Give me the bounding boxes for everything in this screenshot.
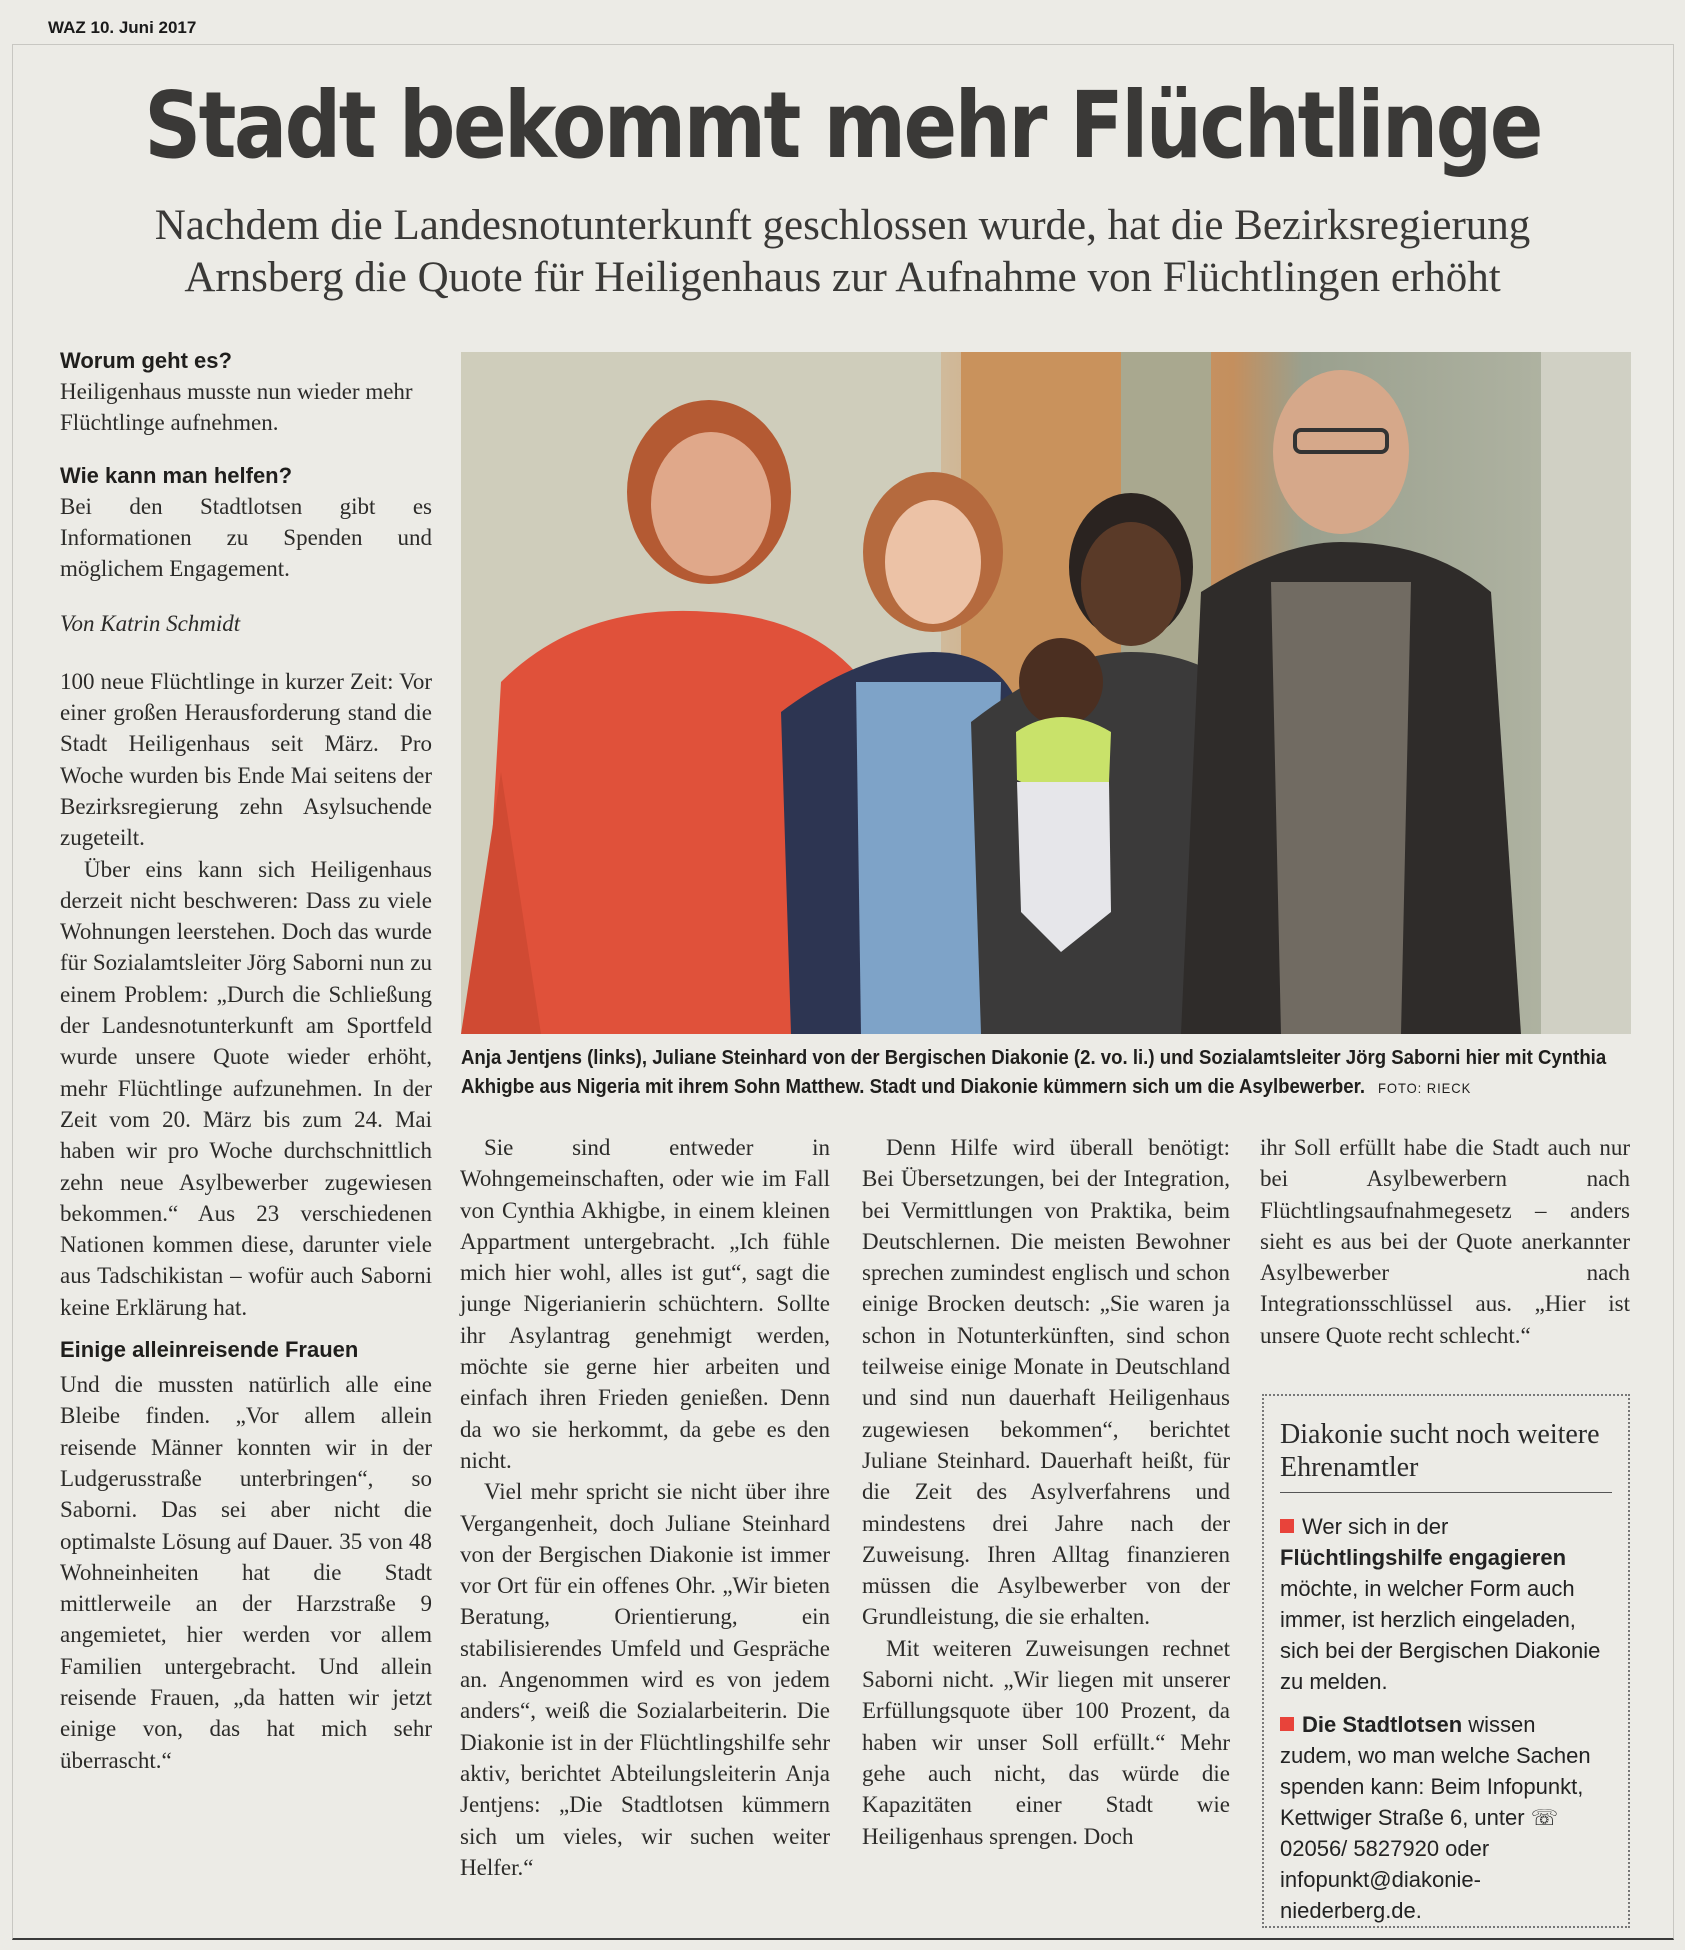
info-box	[1262, 1394, 1630, 1928]
red-square-bullet-icon	[1280, 1717, 1294, 1731]
subhead-line-2: Arnsberg die Quote für Heiligenhaus zur Aufnahme von Flüchtlingen erhöht	[184, 254, 1501, 301]
lead-answer-2: Bei den Stadtlotsen gibt es Informationen zu Spenden und möglichem Engagement.	[60, 493, 432, 582]
col2-paragraph-1: Sie sind entweder in Wohngemeinschaften, oder wie im Fall von Cynthia Akhigbe, in einem kleinen Appartment untergebracht. „Ich fühle mich hier wohl, alles ist gut“, sagt die junge Nigerianierin schüchtern. Sollte ihr Asylantrag genehmigt werden, möchte sie gerne hier arbeiten und einfach ihren Frieden genießen. Denn da wo sie herkommt, da gebe es den nicht.	[460, 1135, 830, 1473]
column-4	[1260, 1132, 1630, 1351]
photo-caption	[461, 1044, 1633, 1103]
subhead-line-1: Nachdem die Landesnotunterkunft geschlossen wurde, hat die Bezirksregierung	[154, 202, 1531, 249]
col4-paragraph-1: ihr Soll erfüllt habe die Stadt auch nur bei Asylbewerbern nach Flüchtlingsaufnahmegesetz – anders sieht es aus bei der Quote anerkannter Asylbewerber nach Integrationsschlüssel aus. „Hier ist unsere Quote recht schlecht.“	[1260, 1135, 1630, 1348]
byline: Von Katrin Schmidt	[60, 611, 241, 637]
col3-paragraph-2: Mit weiteren Zuweisungen rechnet Saborni nicht. „Wir liegen mit unserer Erfüllungsquote über 100 Prozent, da haben wir unser Soll erfüllt.“ Mehr gehe auch nicht, das würde die Kapazitäten einer Stadt wie Heiligenhaus sprengen. Doch	[862, 1635, 1230, 1849]
column-3	[862, 1132, 1230, 1852]
info-item-2-post: wissen zudem, wo man welche Sachen spenden kann: Beim Infopunkt, Kettwiger Straße 6, unter	[1280, 1712, 1591, 1830]
section-heading: Einige alleinreisende Frauen	[60, 1337, 359, 1363]
col3-paragraph-1: Denn Hilfe wird überall benötigt: Bei Übersetzungen, bei der Integration, bei Vermittlungen von Praktika, beim Deutschlernen. Die meisten Bewohner sprechen zumindest englisch und schon einige Brocken deutsch: „Sie waren ja schon in Notunterkünften, sind schon teilweise einige Monate in Deutschland und sind nun dauerhaft Heiligenhaus zugewiesen bekommen“, berichtet Juliane Steinhard. Dauerhaft heißt, für die Zeit des Asylverfahrens und mindestens drei Jahre nach der Zuweisung. Ihren Alltag finanzieren müssen die Asylbewerber von der Grundleistung, die sie erhalten.	[862, 1135, 1230, 1630]
lead-answer-1: Heiligenhaus musste nun wieder mehr Flüchtlinge aufnehmen.	[60, 379, 413, 436]
headline: Stadt bekommt mehr Flüchtlinge	[144, 72, 1541, 179]
info-item-1-post: möchte, in welcher Form auch immer, ist herzlich eingeladen, sich bei der Bergischen Diakonie zu melden.	[1280, 1576, 1601, 1694]
col1-paragraph-3: Und die mussten natürlich alle eine Bleibe finden. „Vor allem allein reisende Männer konnten wir in der Ludgerusstraße unterbringen“, so Saborni. Das sei aber nicht die optimalste Lösung auf Dauer. 35 von 48 Wohneinheiten hat die Stadt mittlerweile an der Harzstraße 9 angemietet, hier werden vor allem Familien untergebracht. Und allein reisende Frauen, „da hatten wir jetzt einige von, das hat mich sehr überrascht.“	[60, 1372, 432, 1773]
col1-paragraph-1: 100 neue Flüchtlinge in kurzer Zeit: Vor einer großen Herausforderung stand die Stadt Heiligenhaus seit März. Pro Woche wurden bis Ende Mai seitens der Bezirksregierung zehn Asylsuchende zugeteilt.	[60, 668, 432, 851]
col2-paragraph-2: Viel mehr spricht sie nicht über ihre Vergangenheit, doch Juliane Steinhard von der Bergischen Diakonie ist immer vor Ort für ein offenes Ohr. „Wir bieten Beratung, Orientierung, ein stabilisierendes Umfeld und Gespräche an. Angenommen wird es von jedem anders“, weiß die Sozialarbeiterin. Die Diakonie ist in der Flüchtlingshilfe sehr aktiv, berichtet Abteilungsleiterin Anja Jentjens: „Die Stadtlotsen kümmern sich um vieles, wir suchen weiter Helfer.“	[460, 1479, 830, 1880]
article-photo	[461, 352, 1631, 1034]
info-item-1-bold: Flüchtlingshilfe engagieren	[1280, 1545, 1567, 1570]
column-2	[460, 1132, 830, 1883]
info-box-rule	[1280, 1492, 1612, 1493]
lead-question-2: Wie kann man helfen?	[60, 462, 293, 488]
email-separator: oder	[1439, 1836, 1490, 1861]
photo-credit: FOTO: RIECK	[1378, 1080, 1472, 1096]
red-square-bullet-icon	[1280, 1519, 1294, 1533]
email-address: infopunkt@diakonie-niederberg.de.	[1280, 1867, 1481, 1923]
col1-paragraph-2: Über eins kann sich Heiligenhaus derzeit nicht beschweren: Dass zu viele Wohnungen leerstehen. Doch das wurde für Sozialamtsleiter Jörg Saborni nun zu einem Problem: „Durch die Schließung der Landesnotunterkunft am Sportfeld wurde unsere Quote wieder erhöht, mehr Flüchtlinge aufzunehmen. In der Zeit vom 20. März bis zum 24. Mai haben wir pro Woche durchschnittlich zehn neue Asylbewerber zugewiesen bekommen.“ Aus 23 verschiedenen Nationen kommen diese, darunter viele aus Tadschikistan – wofür auch Saborni keine Erklärung hat.	[60, 856, 432, 1320]
subheadline	[40, 200, 1645, 304]
source-label: WAZ 10. Juni 2017	[48, 18, 197, 37]
info-item-1	[1280, 1511, 1612, 1697]
lead-question-1: Worum geht es?	[60, 348, 232, 373]
caption-text: Anja Jentjens (links), Juliane Steinhard von der Bergischen Diakonie (2. vo. li.) und Sozialamtsleiter Jörg Saborni hier mit Cynthia Akhigbe aus Nigeria mit ihrem Sohn Matthew. Stadt und Diakonie kümmern sich um die Asylbewerber.	[461, 1047, 1607, 1098]
info-item-2-bold: Die Stadtlotsen	[1302, 1712, 1463, 1737]
photo-illustration	[461, 352, 1631, 1034]
info-box-title: Diakonie sucht noch weitere Ehrenamtler	[1280, 1419, 1600, 1483]
info-item-1-pre: Wer sich in der	[1302, 1514, 1449, 1539]
column-1	[60, 346, 432, 1776]
info-item-2	[1280, 1709, 1612, 1926]
phone-number: ☏ 02056/ 5827920	[1280, 1805, 1559, 1861]
